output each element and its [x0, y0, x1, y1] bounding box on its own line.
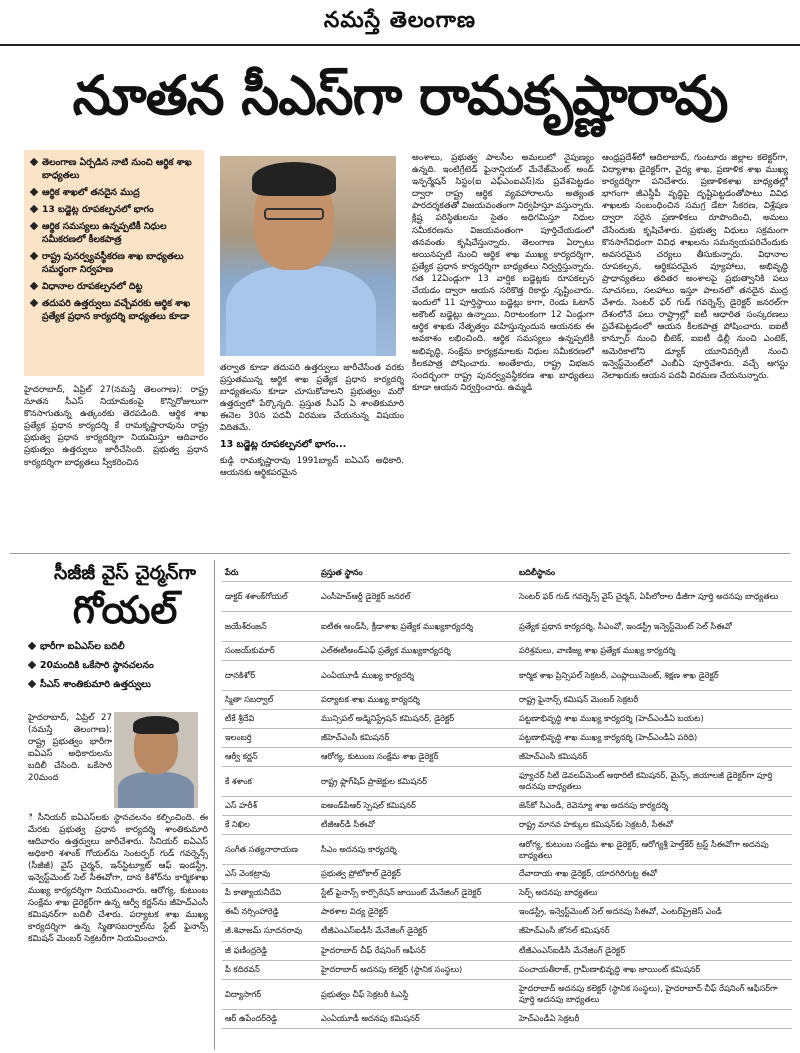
- section-divider: [10, 553, 790, 554]
- table-row: [222, 884, 792, 903]
- side-story-bullet: భారీగా ఐఏఎస్‌ల బదిలీ: [28, 640, 218, 654]
- highlight-item: ఆర్థిక శాఖలో తనదైన ముద్ర: [30, 186, 198, 199]
- article-column-2: [220, 362, 404, 550]
- table-cell: హైదరాబాద్ అదనపు కలెక్టర్ (స్థానిక సంస్థలు): [318, 960, 516, 979]
- table-row: [222, 660, 792, 690]
- table-cell: ఈవీ నర్సింహారెడ్డి: [222, 903, 318, 922]
- table-cell: కే నిఖిల: [222, 816, 318, 835]
- table-cell: పట్టణాభివృద్ధి శాఖ ముఖ్య కార్యదర్శి (హెచ్ఎండీఏ పరిధి): [516, 728, 792, 747]
- table-cell: ప్రభుత్వం చీఫ్ సెక్రటరీ ఓఎస్డీ: [318, 979, 516, 1009]
- table-cell: జీ.శివాజమ్ సూదనరావు: [222, 922, 318, 941]
- article-text: అంశాలు, ప్రభుత్వ పాలసీల అమలులో నైపుణ్యం ఉన్నది. ఇంటిగ్రేటెడ్ ఫైనాన్షియల్ మేనేజ్‌మెంట్ అండ్ ఇన్ఫర్మేషన్ సిస్టం(ఐ ఎఫ్ఎంఐఎస్)ను ప్రవేశపెట్టడం ద్వారా రాష్ట్ర ఆర్థిక వ్యవహారాలను అత్యంత పారదర్శకతతో విజయవంతంగా నిర్వహిస్తూ వస్తున్నారు. క్లిష్ట పరిస్థితులను సైతం అధిగమిస్తూ నిధుల సమీకరణను విజయవంతంగా పూర్తిచేయడంలో తనవంతు కృషిచేస్తున్నారు. తెలంగాణ ఏర్పాటు అయినప్పటి నుంచి ఆర్థిక శాఖ ముఖ్య కార్యదర్శిగా, ప్రత్యేక ప్రధాన కార్యదర్శిగా బాధ్యతలు నిర్వర్తిస్తున్నారు. గత 12ఏండ్లుగా 13 వార్షిక బడ్జెట్లకు రూపకల్పన చేయడం ద్వారా ఆయన సరికొత్త రికార్డు సృష్టించారు. ఇందులో 11 పూర్తిస్థాయి బడ్జెట్లు కాగా, రెండు ఓటాన్ అకౌంట్ బడ్జెట్లు ఉన్నాయి. నిరాటంకంగా 12 ఏండ్లుగా ఆర్థిక శాఖకు నేతృత్వం వహిస్తున్నందున ఆయనకు ఈ అవకాశం లభించింది. ఆర్థిక సమస్యలు ఉన్నప్పటికీ అభివృద్ధి, సంక్షేమ కార్యక్రమాలకు నిధుల సమీకరణలో కీలకపాత్ర పోషించారు. అంతేకాదు, రాష్ట్ర విభజన సందర్భంగా రాష్ట్ర పునర్వ్యవస్థీకరణ శాఖ బాధ్యతలు కూడా ఆయన నిర్వర్తించారు. ఉమ్మడి: [412, 153, 594, 393]
- table-row: [222, 728, 792, 747]
- table-cell: సంగీత సత్యనారాయణ: [222, 835, 318, 865]
- table-cell: టీకే శ్రీదేవి: [222, 709, 318, 728]
- article-text: హైదరాబాద్, ఏప్రిల్ 27(నమస్తే తెలంగాణ): రాష్ట్ర నూతన సీఎస్ నియామకంపై కొన్నిరోజులుగా కొనసాగుతున్న ఉత్కంఠకు తెరపడింది. ఆర్థిక శాఖ ప్రత్యేక ప్రధాన కార్యదర్శి కే రామకృష్ణారావును రాష్ట్ర ప్రభుత్వ ప్రధాన కార్యదర్శిగా నియమిస్తూ ఆదివారం ప్రభుత్వం ఉత్తర్వులు జారీచేసింది. ప్రభుత్వ ప్రధాన కార్యదర్శిగా బాధ్యతలు స్వీకరించిన: [24, 385, 208, 468]
- table-cell: టీజీఎంఎస్ఐడీసీ మేనేజింగ్ డైరెక్టర్: [318, 922, 516, 941]
- table-cell: ఆర్ ఉపేందర్‌రెడ్డి: [222, 1009, 318, 1028]
- article-column-3: [412, 152, 594, 550]
- table-row: [222, 835, 792, 865]
- table-row: [222, 747, 792, 766]
- table-cell: కే శశాంక: [222, 766, 318, 796]
- table-cell: టీజీఆర్‌డీ సీఈవో: [318, 816, 516, 835]
- table-row: [222, 960, 792, 979]
- table-cell: ఎల్ఈటీఅండ్‌ఎఫ్ ప్రత్యేక ముఖ్యకార్యదర్శి: [318, 641, 516, 660]
- table-row: [222, 922, 792, 941]
- table-cell: స్టేట్ ఫైనాన్స్ కార్పొరేషన్ జాయింట్ మేనేజింగ్ డైరెక్టర్: [318, 884, 516, 903]
- table-row: [222, 903, 792, 922]
- portrait-photo-ramakrishna-rao: [220, 156, 396, 356]
- table-row: [222, 766, 792, 796]
- highlight-item: విధానాల రూపకల్పనలో దిట్ట: [30, 280, 198, 293]
- article-text: కుడ్గి రామకృష్ణారావు 1991బ్యాచ్ ఐఏఎస్ అధికారి. ఆయనకు ఆర్థికపరమైన: [220, 455, 404, 478]
- table-cell: జీహెచ్ఎంసీ కమిషనర్: [318, 728, 516, 747]
- table-cell: హెచ్ఎండీఏ సెక్రటరీ: [516, 1009, 792, 1028]
- table-row: [222, 641, 792, 660]
- table-cell: రాష్ట్ర ఫైనాన్స్ కమిషన్ మెంబర్ సెక్రటరీ: [516, 690, 792, 709]
- side-story-bullet: 20మందికి ఒకేసారి స్థానచలనం: [28, 659, 218, 673]
- table-cell: జీహెచ్ఎంసీ కమిషనర్: [516, 747, 792, 766]
- table-cell: సెంటర్ ఫర్ గుడ్ గవర్నెన్స్ వైస్ చైర్మన్, ఏపీలోరాల డీజీగా పూర్తి అదనపు బాధ్యతలు: [516, 581, 792, 611]
- table-cell: ప్రభుత్వ ప్రోటోకాల్ డైరెక్టర్: [318, 865, 516, 884]
- table-cell: జెన్‌కో సీఎండీ, రెవెన్యూ శాఖ అదనపు కార్యదర్శి: [516, 796, 792, 815]
- table-header: పేరు: [222, 565, 318, 581]
- side-story-bullet: సీఎస్ శాంతికుమారి ఉత్తర్వులు: [28, 678, 218, 692]
- table-cell: రాష్ట్ర మానవ హక్కుల కమిషన్‌కు సెక్రటరీ, సీఈవో: [516, 816, 792, 835]
- side-story-bullets: [28, 640, 218, 697]
- table-cell: ప్రత్యేక ప్రధాన కార్యదర్శి, సీఎంవో, ఇండస్ట్రీ ఇన్వెస్ట్‌మెంట్ సెల్ సీఈవో: [516, 611, 792, 641]
- table-cell: ఎంఏయూడీ అదనపు కమిషనర్: [318, 1009, 516, 1028]
- table-header-row: [222, 565, 792, 581]
- table-cell: ఐటీఈ అండ్‌సీ, క్రీడాశాఖ ప్రత్యేక ముఖ్యకార్యదర్శి: [318, 611, 516, 641]
- table-cell: మున్సిపల్ అడ్మినిస్ట్రేషన్ కమిషనర్, డైరెక్టర్: [318, 709, 516, 728]
- highlights-box: [24, 150, 204, 376]
- table-cell: ఎంఏయూడీ ముఖ్య కార్యదర్శి: [318, 660, 516, 690]
- table-cell: రాష్ట్ర ఫ్లాగ్‌షిప్ ప్రాజెక్టుల కమిషనర్: [318, 766, 516, 796]
- table-cell: ఆర్వీ కర్ణన్: [222, 747, 318, 766]
- table-cell: జీ ఫణీంద్రరెడ్డి: [222, 941, 318, 960]
- table-cell: సంజయ్‌కుమార్: [222, 641, 318, 660]
- side-story-column: [28, 812, 208, 1048]
- table-header: ప్రస్తుత స్థానం: [318, 565, 516, 581]
- side-story-kicker: సీజీజీ వైస్ చైర్మన్‌గా: [54, 562, 196, 584]
- table-row: [222, 796, 792, 815]
- table-row: [222, 690, 792, 709]
- table-cell: ఎస్ హరీశ్: [222, 796, 318, 815]
- masthead-title: నమస్తే తెలంగాణ: [323, 8, 477, 33]
- transfers-table: [222, 565, 792, 1029]
- table-cell: పాఠశాల విద్య డైరెక్టర్: [318, 903, 516, 922]
- table-cell: ఎస్ వెంకట్రావు: [222, 865, 318, 884]
- highlight-item: ఆర్థిక సమస్యలు ఉన్నప్పటికీ నిధుల సమీకరణలో కీలకపాత్ర: [30, 220, 198, 246]
- table-cell: స్మితా సబర్వాల్: [222, 690, 318, 709]
- table-row: [222, 709, 792, 728]
- table-row: [222, 611, 792, 641]
- article-subheading: 13 బడ్జెట్ల రూపకల్పనలో భాగం...: [220, 438, 347, 450]
- article-text: ి సీనియర్ ఐఏఎస్‌లకు స్థానచలనం కల్పించింది. ఈ మేరకు ప్రభుత్వ ప్రధాన కార్యదర్శి శాంతికుమారి ఆదివారం ఉత్తర్వులు జారీచేశారు. సీనియర్ ఐఏఎస్ అధికారి శశాంక్ గోయల్‌ను సెంటర్ఫర్ గుడ్ గవర్నెన్స్ (సీజీజీ) వైస్ చైర్మన్, ఇన్‌స్టిట్యూట్ ఆఫ్ ఇండస్ట్రీ, ఇన్వెస్ట్‌మెంట్ సెల్ సీఈవోగా, దాన కిశోర్‌ను కార్మికశాఖ ముఖ్య కార్యదర్శిగా నియమించారు. ఆరోగ్య, కుటుంబ సంక్షేమ శాఖ డైరెక్టర్‌గా ఉన్న ఆర్వీ కర్ణన్‌ను జీహెచ్ఎంసీ కమిషనర్‌గా బదిలీ చేశారు. పర్యాటక శాఖ ముఖ్య కార్యదర్శిగా ఉన్న స్మితాసబర్వాల్‌ను స్టేట్ ఫైనాన్స్ కమిషన్ మెంబర్ సెక్రటరీగా నియమించారు.: [28, 813, 208, 944]
- highlight-item: 13 బడ్జెట్ల రూపకల్పనలో భాగం: [30, 203, 198, 216]
- table-cell: జీహెచ్ఎంసీ జోనల్ కమిషనర్: [516, 922, 792, 941]
- table-row: [222, 581, 792, 611]
- table-row: [222, 816, 792, 835]
- headline: నూతన సీఎస్‌గా రామకృష్ణారావు: [72, 64, 728, 127]
- highlight-item: రాష్ట్ర పునర్వ్యవస్థీకరణ శాఖ బాధ్యతలు సమర్థంగా నిర్వహణ: [30, 250, 198, 276]
- table-cell: డాక్టర్ శశాంక్‌గోయల్: [222, 581, 318, 611]
- article-column-4: [602, 152, 788, 550]
- table-cell: పీ కదిరవన్: [222, 960, 318, 979]
- table-cell: పరిశ్రమలు, వాణిజ్య శాఖ ప్రత్యేక ముఖ్య కార్యదర్శి: [516, 641, 792, 660]
- table-cell: ఐఅండ్‌పీఆర్ స్పెషల్ కమిషనర్: [318, 796, 516, 815]
- table-cell: దానకిశోర్: [222, 660, 318, 690]
- highlights-list: [30, 156, 198, 323]
- table-row: [222, 865, 792, 884]
- table-cell: పంచాయతీరాజ్, గ్రామీణాభివృద్ధి శాఖ జాయింట్ కమిషనర్: [516, 960, 792, 979]
- table-cell: దేవాదాయ శాఖ డైరెక్టర్, యాదగిరిగుట్ట ఈవో: [516, 865, 792, 884]
- table-row: [222, 941, 792, 960]
- table-cell: ఇలంబర్తి: [222, 728, 318, 747]
- table-cell: సీఎం అదనపు కార్యదర్శి: [318, 835, 516, 865]
- table-cell: ఎంసీహెచ్ఆర్డీ డైరెక్టర్ జనరల్: [318, 581, 516, 611]
- article-text: తర్వాత కూడా తదుపరి ఉత్తర్వులు జారీచేసేంత వరకు ప్రస్తుతమున్న ఆర్థిక శాఖ ప్రత్యేక ప్రధాన కార్యదర్శి బాధ్యతలను కూడా చూసుకోవాలని ప్రభుత్వం మరో ఉత్తర్వులో పేర్కొన్నది. ప్రస్తుత సీఎస్ ఏ శాంతికుమారి ఈనెల 30న పదవీ విరమణ చేయనున్న విషయం విదితమే.: [220, 363, 404, 434]
- table-cell: విద్యాసాగర్: [222, 979, 318, 1009]
- masthead: [0, 0, 800, 46]
- highlight-item: తదుపరి ఉత్తర్వులు వచ్చేవరకు ఆర్థిక శాఖ ప్రత్యేక ప్రధాన కార్యదర్శి బాధ్యతలు కూడా: [30, 297, 198, 323]
- table-cell: ఆరోగ్య, కుటుంబ సంక్షేమ శాఖ డైరెక్టర్, ఆరోగ్యశ్రీ హెల్త్‌కేర్ ట్రస్ట్ సీఈవోగా అదనపు బాధ్యతలు: [516, 835, 792, 865]
- table-cell: కార్మిక శాఖ ప్రిన్సిపల్ సెక్రటరీ, ఎంప్లాయిమెంట్, శిక్షణ శాఖ డైరెక్టర్: [516, 660, 792, 690]
- portrait-photo-goyal: [114, 712, 198, 808]
- table-cell: టీజీఎంఎస్ఐడీసీ మేనేజింగ్ డైరెక్టర్: [516, 941, 792, 960]
- table-cell: పట్టణాభివృద్ధి శాఖ ముఖ్య కార్యదర్శి (హెచ్ఎండీఏ బయట): [516, 709, 792, 728]
- article-text: ఆంధ్రప్రదేశ్‌లో ఆదిలాబాద్, గుంటూరు జిల్లాల కలెక్టర్‌గా, విద్యాశాఖ డైరెక్టర్‌గా, వైద్య శాఖ, ప్రణాళిక శాఖ ముఖ్య కార్యదర్శిగా పనిచేశారు. ప్రణాళికశాఖ బాధ్యతల్లో భాగంగా జీఎస్డీపీ వృద్ధిపై దృష్టిపెట్టడంతోపాటు వివిధ శాఖలకు సంబంధించిన సమగ్ర డేటా సేకరణ, విశ్లేషణ ద్వారా సరైన ప్రణాళికలు రూపొందించి, అమలు చేసేందుకు కృషిచేశారు. ప్రభుత్వ విధులు సక్రమంగా కొనసాగేవిధంగా వివిధ శాఖలను సమన్వయపరిచేందుకు అవసరమైన చర్యలు తీసుకున్నారు. విధానాల రూపకల్పన, ఆర్థికపరమైన వ్యూహాలు, అభివృద్ధి ప్రాధాన్యతలు తదితర అంశాలపై ప్రభుత్వానికి పలు సూచనలు, సలహాలు ఇస్తూ పాలనలో తనదైన ముద్ర వేశారు. సెంటర్ ఫర్ గుడ్ గవర్నెన్స్ డైరెక్టర్ జనరల్‌గా దేశంలోనే పలు రాష్ట్రాల్లో ఐటీ ఆధారిత సంస్కరణలు ప్రవేశపెట్టడంలో ఆయన కీలకపాత్ర పోషించారు. ఐఐటీ కాన్పూర్ నుంచి బీటెక్, ఐఐటీ ఢిల్లీ నుంచి ఎంటెక్, అమెరికాలోని డ్యూక్ యూనివర్సిటీ నుంచి ఇన్వెస్ట్‌మెంట్‌లో ఎంబీఏ పూర్తిచేశారు. వచ్చే ఆగస్టు నెలాఖరుకు ఆయన పదవీ విరమణ చేయనున్నారు.: [602, 153, 788, 381]
- side-story-column-narrow: [28, 712, 112, 812]
- article-column-1: [24, 384, 208, 544]
- table-cell: పర్యాటక శాఖ ముఖ్య కార్యదర్శి: [318, 690, 516, 709]
- table-cell: జయేశ్‌రంజన్: [222, 611, 318, 641]
- table-header: బదిలీస్థానం: [516, 565, 792, 581]
- table-row: [222, 979, 792, 1009]
- table-cell: ఆరోగ్య, కుటుంబ సంక్షేమ శాఖ డైరెక్టర్: [318, 747, 516, 766]
- table-cell: ఇండస్ట్రీ, ఇన్వెస్ట్‌మెంట్ సెల్ అదనపు సీఈవో, ఎంటర్‌ప్రైజెస్ ఎండీ: [516, 903, 792, 922]
- side-story-title: గోయల్: [72, 588, 178, 632]
- table-cell: సెర్ప్ అదనపు బాధ్యతలు: [516, 884, 792, 903]
- article-text: హైదరాబాద్, ఏప్రిల్ 27 (నమస్తే తెలంగాణ): రాష్ట్ర ప్రభుత్వం భారీగా ఐఏఎస్ అధికారులను బదిలీ చేసింది. ఒకేసారి 20మంద: [28, 713, 112, 784]
- highlight-item: తెలంగాణ ఏర్పడిన నాటి నుంచి ఆర్థిక శాఖ బాధ్యతలు: [30, 156, 198, 182]
- table-cell: పీ కాత్యాయనీదేవి: [222, 884, 318, 903]
- table-row: [222, 1009, 792, 1028]
- table-cell: హైదరాబాద్ చీఫ్ రేషనింగ్ ఆఫీసర్: [318, 941, 516, 960]
- table-cell: హైదరాబాద్ అదనపు కలెక్టర్ (స్థానిక సంస్థలు), హైదరాబాద్ చీఫ్ రేషనింగ్ ఆఫీసర్‌గా పూర్తి అదనపు బాధ్యతలు: [516, 979, 792, 1009]
- table-cell: ఫ్యూచర్ సిటీ డెవలప్‌మెంట్ అథారిటీ కమిషనర్, మైన్స్, జియాలజీ డైరెక్టర్‌గా పూర్తి అదనపు బాధ్యతలు: [516, 766, 792, 796]
